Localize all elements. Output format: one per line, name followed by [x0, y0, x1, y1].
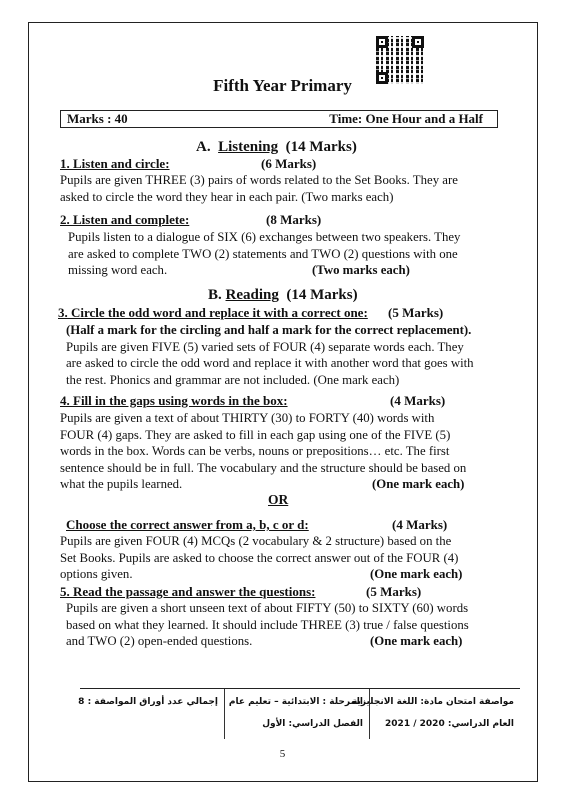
- q2-text: Pupils listen to a dialogue of SIX (6) exchanges between two speakers. They are asked to complete TWO (2) statements and TWO (2) questions with one missing word each.: [68, 230, 461, 277]
- page-title: Fifth Year Primary: [213, 76, 352, 95]
- alt-text: Pupils are given FOUR (4) MCQs (2 vocabulary & 2 structure) based on the Set Books. Pupils are asked to choose the correct answer out of the FOUR (4) options given.: [60, 534, 459, 581]
- section-a-heading: A. Listening (14 Marks): [196, 139, 357, 155]
- section-a-name: Listening: [218, 139, 279, 155]
- q4-heading: 4. Fill in the gaps using words in the box: (4 Marks): [60, 393, 446, 408]
- q5-note: (One mark each): [370, 634, 463, 648]
- q2-heading: 2. Listen and complete: (8 Marks): [60, 212, 322, 227]
- q4-text: Pupils are given a text of about THIRTY (30) to FORTY (40) words with FOUR (4) gaps. They are asked to fill in each gap using one of the FIVE (5) words in the box. Words can be verbs, nouns or prepositions… etc. The first sentence should be in full. The vocabulary and the structure should be based on what the pupils learned.: [60, 411, 467, 491]
- q5-heading: 5. Read the passage and answer the questions: (5 Marks): [60, 584, 422, 599]
- page-number: 5: [279, 748, 286, 760]
- q4-note: (One mark each): [372, 477, 465, 491]
- q2-note: (Two marks each): [312, 263, 410, 277]
- marks-time-bar: [60, 110, 498, 128]
- footer-table: [80, 688, 520, 739]
- q3-text: (Half a mark for the circling and half a mark for the correct replacement). Pupils are given FIVE (5) varied sets of FOUR (4) separate words each. They are asked to circle the odd word and replace it with another word that goes with the rest. Phonics and grammar are not included. (One mark each): [66, 323, 474, 387]
- footer-cell-subject: مواصفة امتحان مادة: اللغة الانجليزية العام الدراسي: 2020 / 2021: [352, 697, 514, 729]
- q1-heading: 1. Listen and circle: (6 Marks): [60, 156, 317, 171]
- q5-text: Pupils are given a short unseen text of about FIFTY (50) to SIXTY (60) words based on what they learned. It should include THREE (3) true / false questions and TWO (2) open-ended questions.: [66, 601, 469, 648]
- footer-cell-pages: إجمالي عدد أوراق المواصفة : 8: [79, 689, 225, 739]
- total-marks: Marks : 40: [67, 111, 128, 126]
- section-b-name: Reading: [225, 287, 279, 303]
- alt-heading: Choose the correct answer from a, b, c or d: (4 Marks): [66, 517, 448, 532]
- q3-heading: 3. Circle the odd word and replace it with a correct one: (5 Marks): [58, 305, 444, 320]
- q1-text: Pupils are given THREE (3) pairs of words related to the Set Books. They are asked to circle the word they hear in each pair. (Two marks each): [60, 173, 458, 204]
- or-divider: OR: [268, 492, 289, 507]
- alt-note: (One mark each): [370, 567, 463, 581]
- section-b-heading: B. Reading (14 Marks): [208, 287, 358, 303]
- exam-time: Time: One Hour and a Half: [329, 111, 483, 126]
- footer-cell-stage: المرحلة : الابتدائية – تعليم عام الفصل الدراسي: الأول: [224, 689, 370, 739]
